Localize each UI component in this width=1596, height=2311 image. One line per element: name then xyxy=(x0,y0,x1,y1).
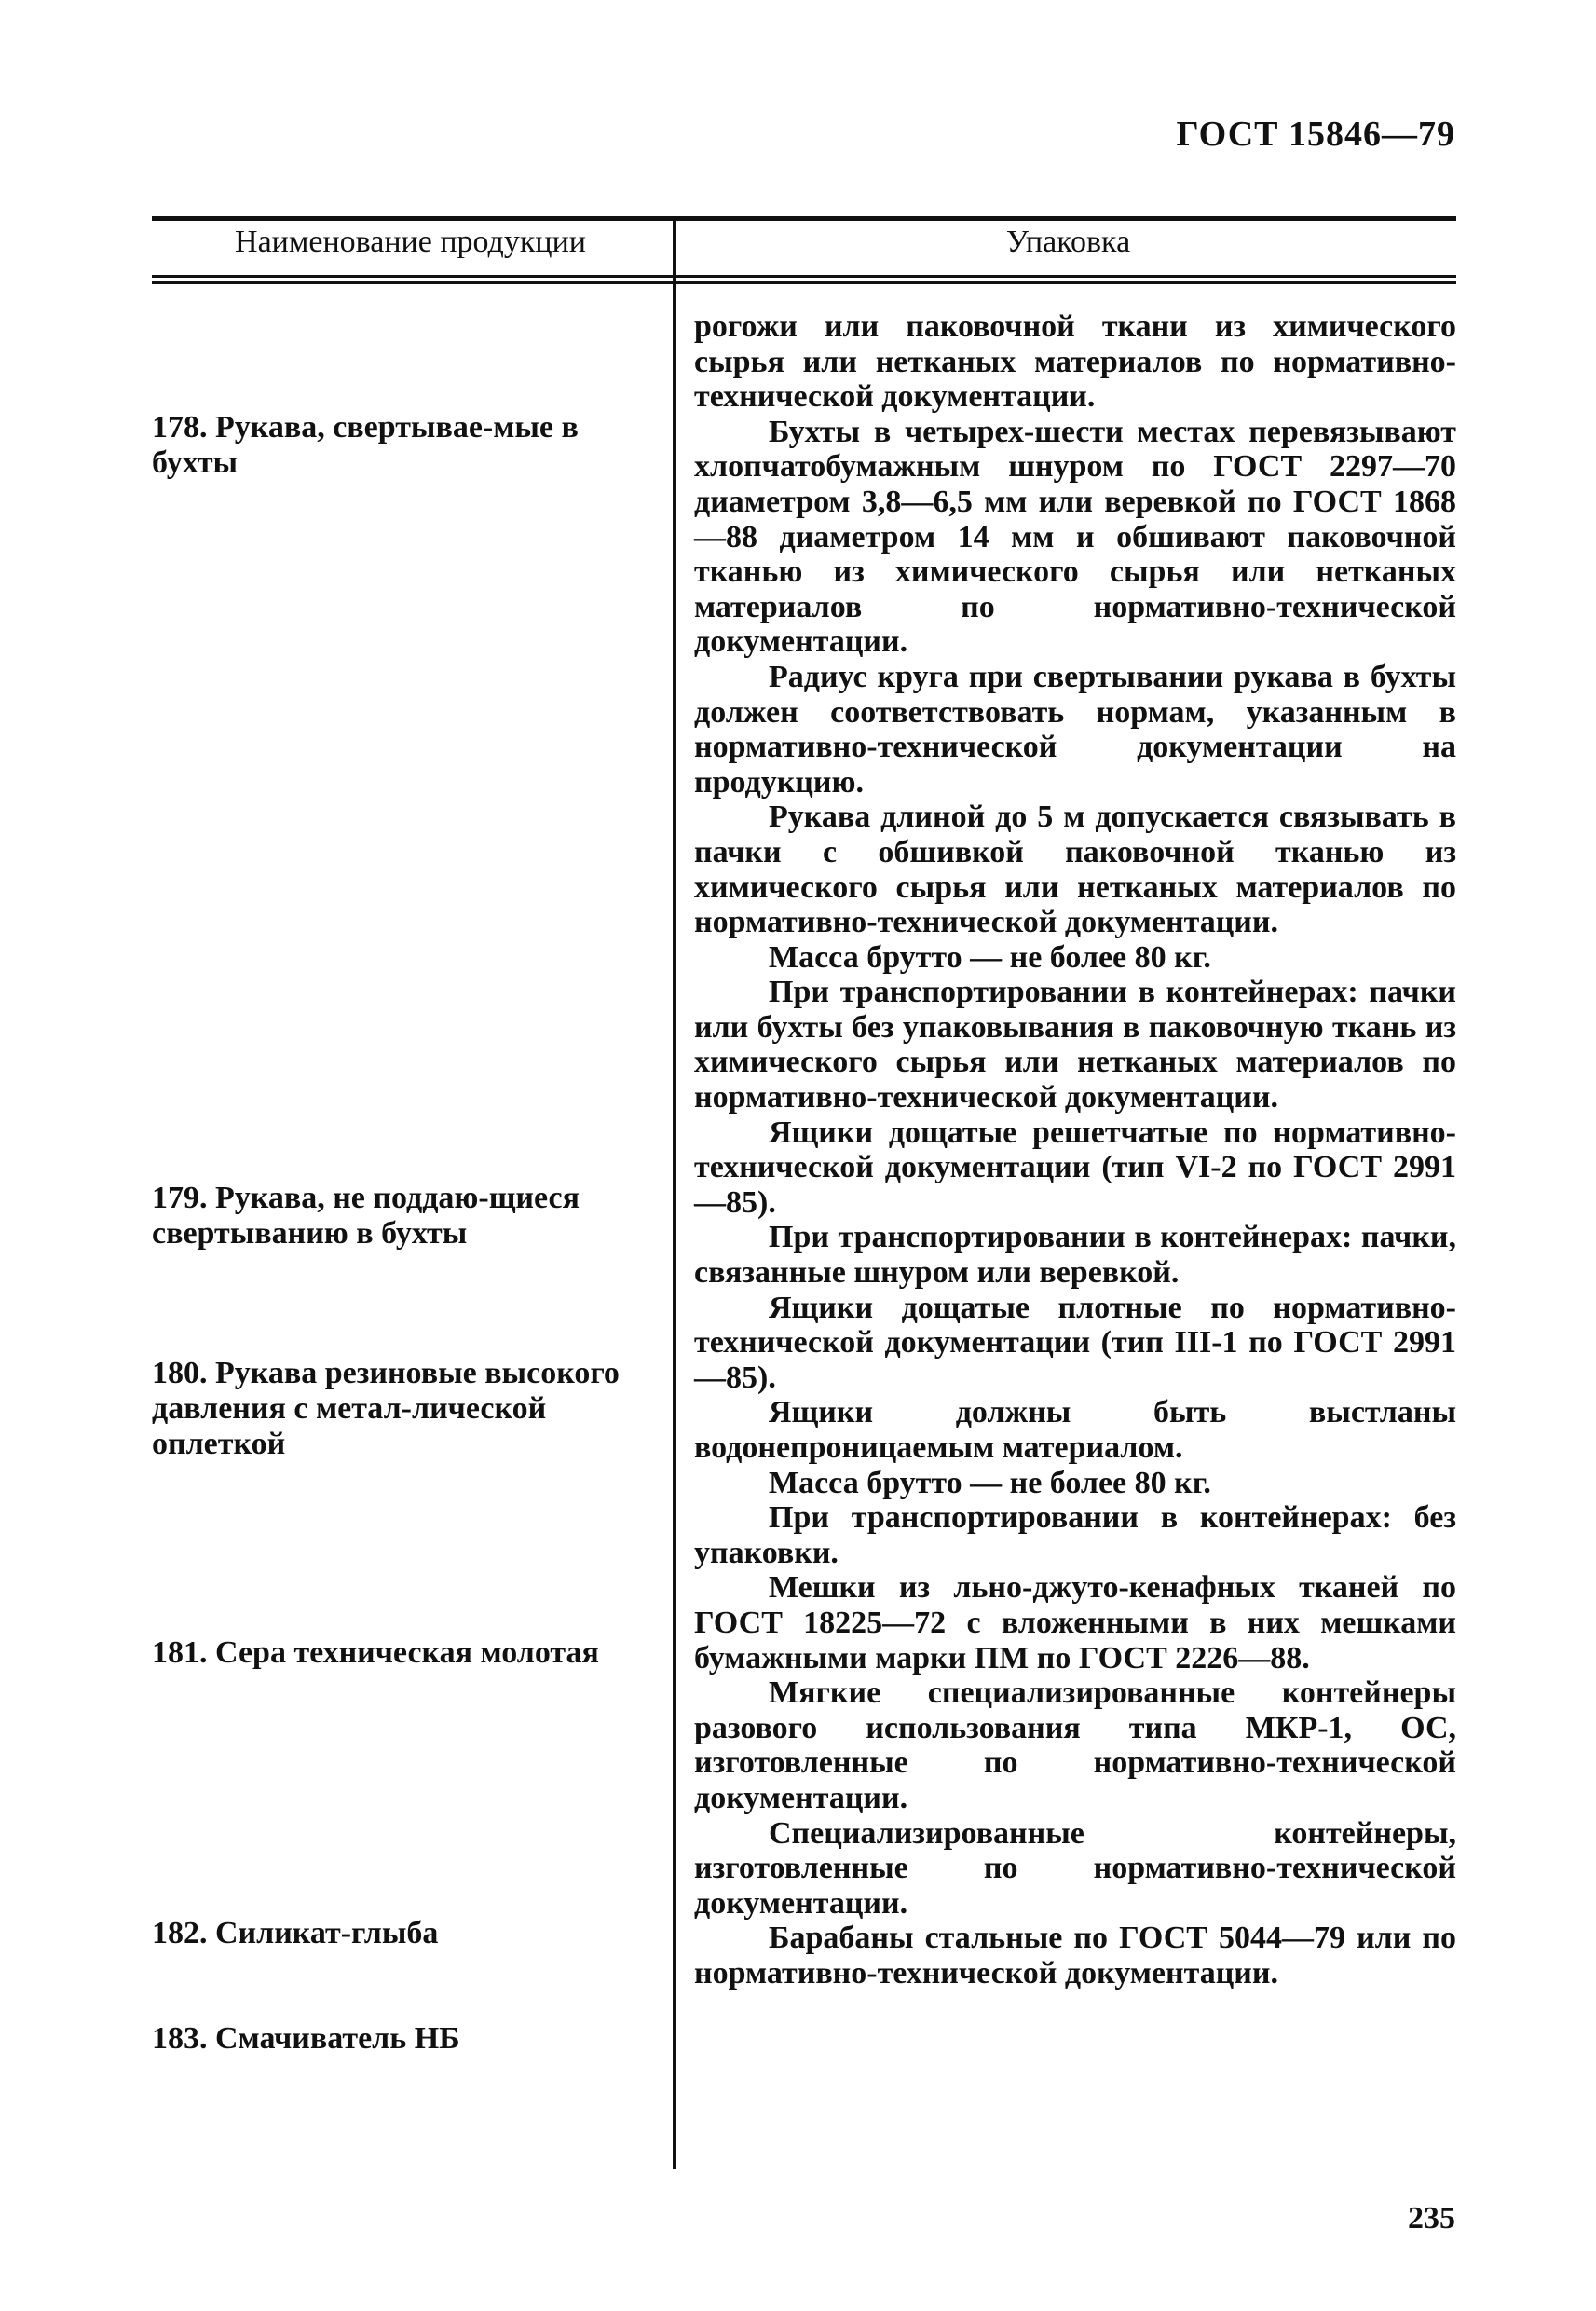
packaging-paragraph: Ящики дощатые плотные по нормативно-технической документации (тип III-1 по ГОСТ 2991—85). xyxy=(694,1290,1456,1395)
packaging-paragraph: При транспортировании в контейнерах: пачки, связанные шнуром или веревкой. xyxy=(694,1220,1456,1291)
packaging-paragraph: рогожи или паковочной ткани из химического сырья или нетканых материалов по нормативно-технической документации. xyxy=(694,309,1456,415)
product-item-179 xyxy=(152,1181,636,1251)
product-label: 180. Рукава резиновые высокого давления с метал-лической оплеткой xyxy=(152,1356,620,1461)
packaging-paragraph: Мягкие специализированные контейнеры разового использования типа МКР-1, ОС, изготовленные по нормативно-технической документации. xyxy=(694,1675,1456,1815)
product-item-181 xyxy=(152,1635,636,1671)
product-item-178 xyxy=(152,410,636,481)
packaging-paragraph: Рукава длиной до 5 м допускается связывать в пачки с обшивкой паковочной тканью из химического сырья или нетканых материалов по нормативно-технической документации. xyxy=(694,800,1456,940)
packaging-paragraph: Бухты в четырех-шести местах перевязывают хлопчатобумажным шнуром по ГОСТ 2297—70 диаметром 3,8—6,5 мм или веревкой по ГОСТ 1868—88 диаметром 14 мм и обшивают паковочной тканью из химического сырья или нетканых материалов по нормативно-технической документации. xyxy=(694,414,1456,660)
column-divider xyxy=(673,220,676,2169)
product-label: 178. Рукава, свертывае-мые в бухты xyxy=(152,410,579,480)
packaging-paragraph: Масса брутто — не более 80 кг. xyxy=(769,939,1211,975)
packaging-paragraph: Специализированные контейнеры, изготовленные по нормативно-технической документации. xyxy=(694,1815,1456,1921)
document-code: ГОСТ 15846—79 xyxy=(1176,115,1455,154)
packaging-paragraph: При транспортировании в контейнерах: пачки или бухты без упаковывания в паковочную ткань из химического сырья или нетканых материалов по нормативно-технической документации. xyxy=(694,975,1456,1115)
packaging-paragraph: Масса брутто — не более 80 кг. xyxy=(769,1465,1211,1500)
product-item-182 xyxy=(152,1916,636,1951)
product-label: 183. Смачиватель НБ xyxy=(152,2021,460,2056)
packaging-paragraph: Ящики дощатые решетчатые по нормативно-технической документации (тип VI-2 по ГОСТ 2991—85). xyxy=(694,1114,1456,1220)
product-item-183 xyxy=(152,2021,636,2057)
product-label: 179. Рукава, не поддаю-щиеся свертыванию в бухты xyxy=(152,1181,580,1251)
packaging-paragraph: При транспортировании в контейнерах: без упаковки. xyxy=(694,1500,1456,1570)
packaging-paragraph: Ящики должны быть выстланы водонепроницаемым материалом. xyxy=(694,1395,1456,1465)
product-label: 182. Силикат-глыба xyxy=(152,1916,439,1950)
page-number: 235 xyxy=(1408,2201,1455,2236)
packaging-paragraph: Радиус круга при свертывании рукава в бухты должен соответствовать нормам, указанным в нормативно-технической документации на продукцию. xyxy=(694,659,1456,800)
packaging-paragraph: Барабаны стальные по ГОСТ 5044—79 или по нормативно-технической документации. xyxy=(694,1921,1456,1990)
packaging-paragraph: Мешки из льно-джуто-кенафных тканей по ГОСТ 18225—72 с вложенными в них мешками бумажными марки ПМ по ГОСТ 2226—88. xyxy=(694,1570,1456,1675)
table-top-rule xyxy=(152,216,1456,221)
header-divider-rule-2 xyxy=(152,281,1456,284)
product-label: 181. Сера техническая молотая xyxy=(152,1635,599,1670)
header-divider-rule-1 xyxy=(152,275,1456,278)
packaging-column xyxy=(694,309,1456,1991)
product-item-180 xyxy=(152,1356,636,1462)
column-header-packaging: Упаковка xyxy=(1005,225,1131,259)
column-header-product-name: Наименование продукции xyxy=(235,225,586,259)
